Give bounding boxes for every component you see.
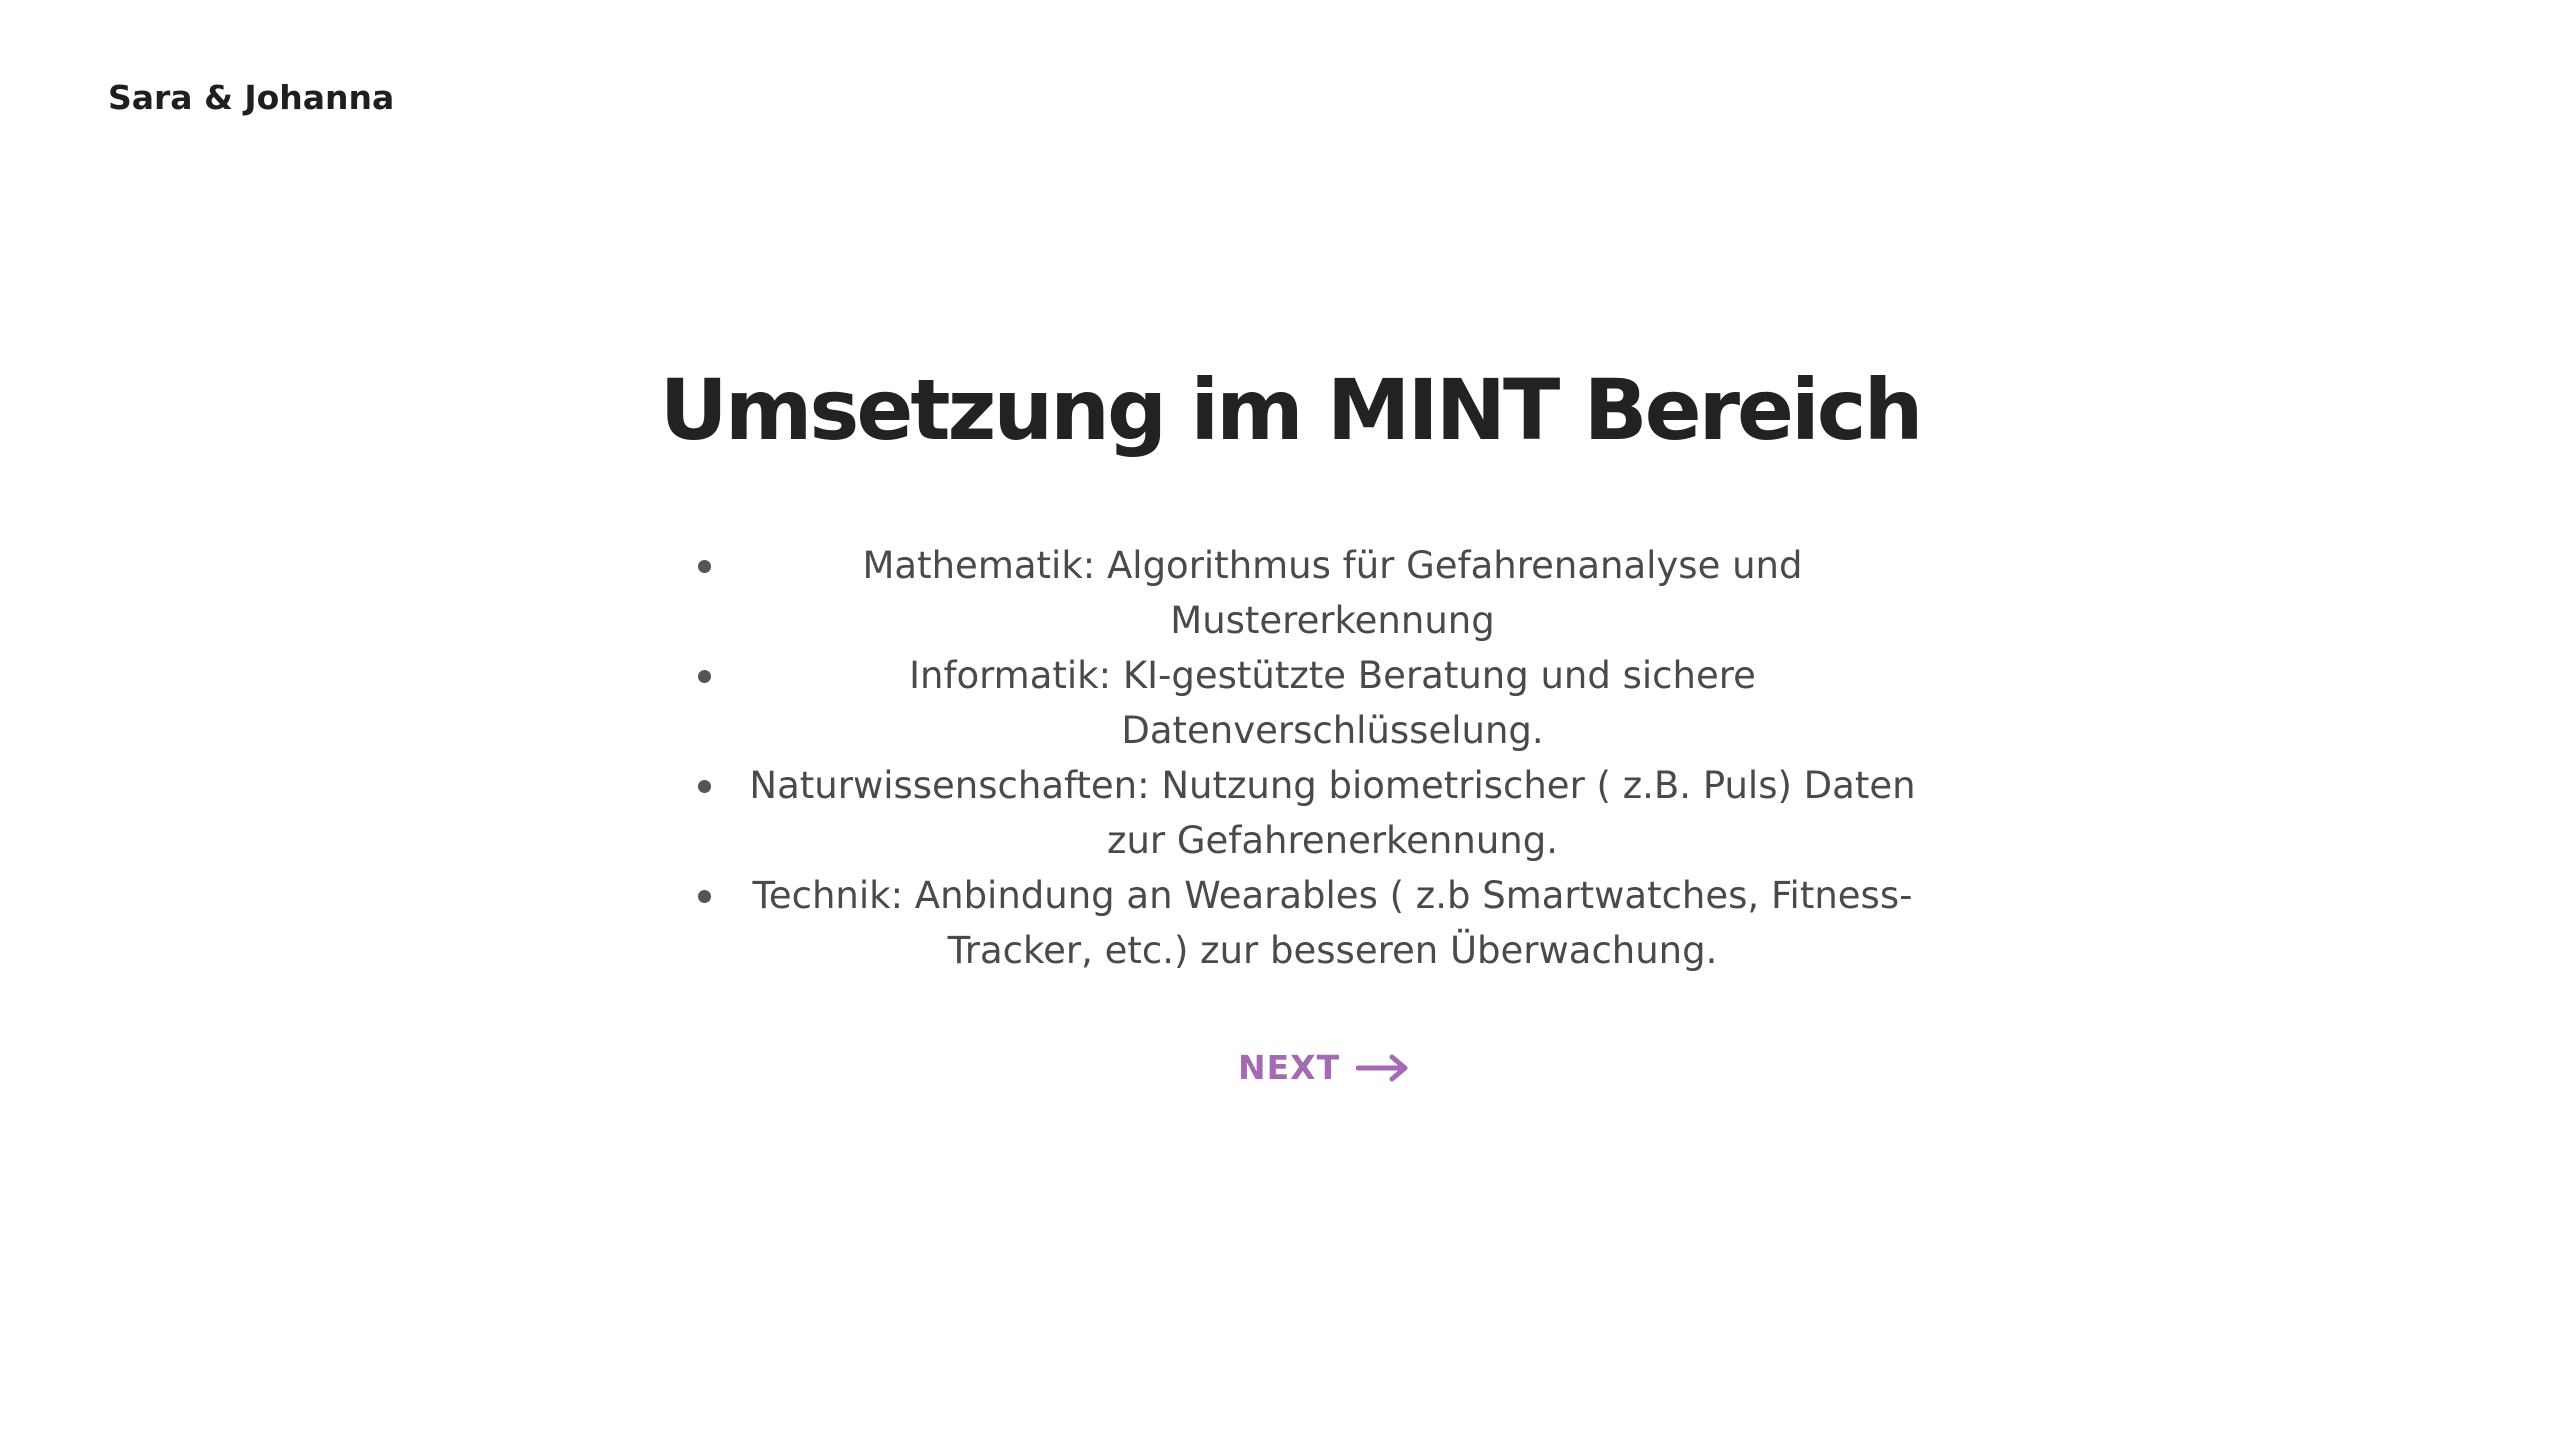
- bullet-list: [690, 538, 1920, 978]
- bullet-dot-icon: [698, 670, 711, 683]
- bullet-dot-icon: [698, 780, 711, 793]
- next-button[interactable]: [1238, 1048, 1410, 1088]
- list-item-text-line1: Mathematik: Algorithmus für Gefahrenanalyse und: [862, 544, 1803, 587]
- arrow-right-icon: [1356, 1053, 1410, 1083]
- list-item-text-line2: zur Gefahrenerkennung.: [1107, 819, 1558, 862]
- list-item-text-line2: Datenverschlüsselung.: [1121, 709, 1544, 752]
- next-label: NEXT: [1238, 1048, 1341, 1087]
- list-item-informatik: [690, 648, 1920, 758]
- page-title: Umsetzung im MINT Bereich: [659, 361, 1921, 459]
- bullet-dot-icon: [698, 560, 711, 573]
- list-item-mathematik: [690, 538, 1920, 648]
- bullet-dot-icon: [698, 890, 711, 903]
- list-item-naturwissenschaften: [690, 758, 1920, 868]
- list-item-text-line1: Technik: Anbindung an Wearables ( z.b Smartwatches, Fitness-: [752, 874, 1913, 917]
- brand-name: Sara & Johanna: [108, 78, 395, 117]
- list-item-text-line1: Informatik: KI-gestützte Beratung und sichere: [909, 654, 1756, 697]
- list-item-text-line1: Naturwissenschaften: Nutzung biometrischer ( z.B. Puls) Daten: [749, 764, 1916, 807]
- list-item-text-line2: Tracker, etc.) zur besseren Überwachung.: [947, 929, 1718, 972]
- list-item-text-line2: Mustererkennung: [1170, 599, 1495, 642]
- list-item-technik: [690, 868, 1920, 978]
